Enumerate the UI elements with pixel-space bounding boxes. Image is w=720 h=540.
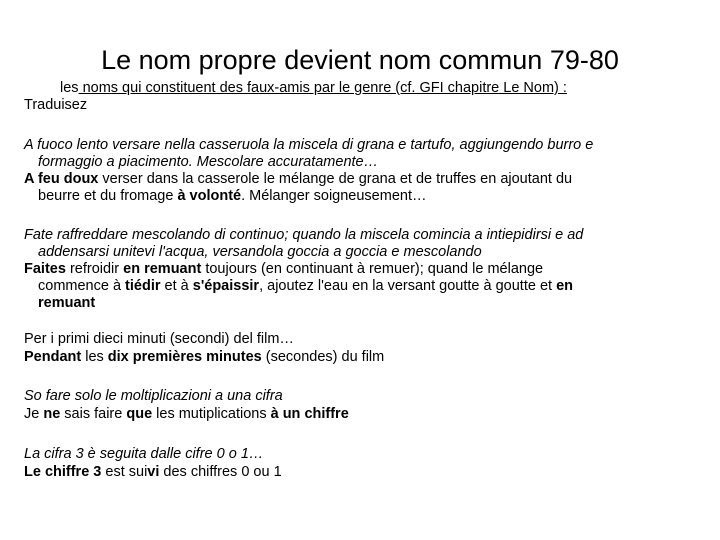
french-text: verser dans la casserole le mélange de grana et de truffes en ajoutant du: [98, 171, 573, 187]
french-text: (secondes) du film: [261, 349, 385, 365]
bold-term: vi: [147, 464, 160, 480]
french-line: [24, 188, 684, 205]
intro-start: les: [60, 80, 79, 96]
page-title: Le nom propre devient nom commun 79-80: [101, 45, 619, 75]
french-line: [24, 295, 684, 312]
bold-term: à un chiffre: [270, 406, 349, 422]
french-line: [24, 406, 684, 423]
french-text: Je: [24, 406, 44, 422]
french-line: [24, 278, 684, 295]
french-text: commence à: [38, 278, 126, 294]
italian-line: formaggio a piacimento. Mescolare accuratamente…: [38, 154, 379, 170]
french-line: [24, 261, 684, 278]
example-3: [24, 331, 684, 366]
french-text: refroidir: [65, 261, 124, 277]
italian-line: addensarsi unitevi l'acqua, versandola goccia a goccia e mescolando: [38, 244, 482, 260]
bold-term: en remuant: [123, 261, 202, 277]
french-text: . Mélanger soigneusement…: [241, 188, 427, 204]
french-line: [24, 171, 684, 188]
italian-line: Fate raffreddare mescolando di continuo; quando la miscela comincia a intiepidirsi e ad: [24, 227, 584, 243]
french-text: sais faire: [60, 406, 127, 422]
intro-paragraph: [24, 80, 684, 114]
example-4: [24, 388, 684, 423]
french-text: et à: [160, 278, 193, 294]
italian-line: So fare solo le moltiplicazioni a una cifra: [24, 388, 283, 404]
example-2: [24, 227, 684, 312]
example-1: [24, 137, 684, 205]
bold-term: ne: [43, 406, 61, 422]
italian-line: Per i primi dieci minuti (secondi) del film…: [24, 331, 294, 347]
bold-term: A feu doux: [24, 171, 99, 187]
intro-line-2: Traduisez: [24, 97, 88, 113]
french-line: [24, 464, 684, 481]
french-text: les: [81, 349, 108, 365]
example-5: [24, 446, 684, 481]
bold-term: dix premières minutes: [107, 349, 262, 365]
french-line: [24, 349, 684, 366]
french-text: des chiffres 0 ou 1: [159, 464, 282, 480]
intro-underlined: noms qui constituent des faux-amis par le genre (cf. GFI chapitre Le Nom) :: [78, 80, 567, 96]
bold-term: en: [556, 278, 574, 294]
italian-line: A fuoco lento versare nella casseruola la miscela di grana e tartufo, aggiungendo burro e: [24, 137, 594, 153]
french-text: toujours (en continuant à remuer); quand le mélange: [201, 261, 544, 277]
french-text: les mutiplications: [152, 406, 271, 422]
french-text: est sui: [101, 464, 148, 480]
bold-term: à volonté: [177, 188, 242, 204]
bold-term: Pendant: [24, 349, 82, 365]
bold-term: remuant: [38, 295, 96, 311]
bold-term: s'épaissir: [192, 278, 260, 294]
french-text: beurre et du fromage: [38, 188, 178, 204]
bold-term: que: [126, 406, 153, 422]
bold-term: Faites: [24, 261, 66, 277]
bold-term: tiédir: [125, 278, 161, 294]
intro-line-1: [24, 80, 684, 97]
bold-term: Le chiffre 3: [24, 464, 102, 480]
italian-line: La cifra 3 è seguita dalle cifre 0 o 1…: [24, 446, 264, 462]
french-text: , ajoutez l'eau en la versant goutte à goutte et: [259, 278, 557, 294]
